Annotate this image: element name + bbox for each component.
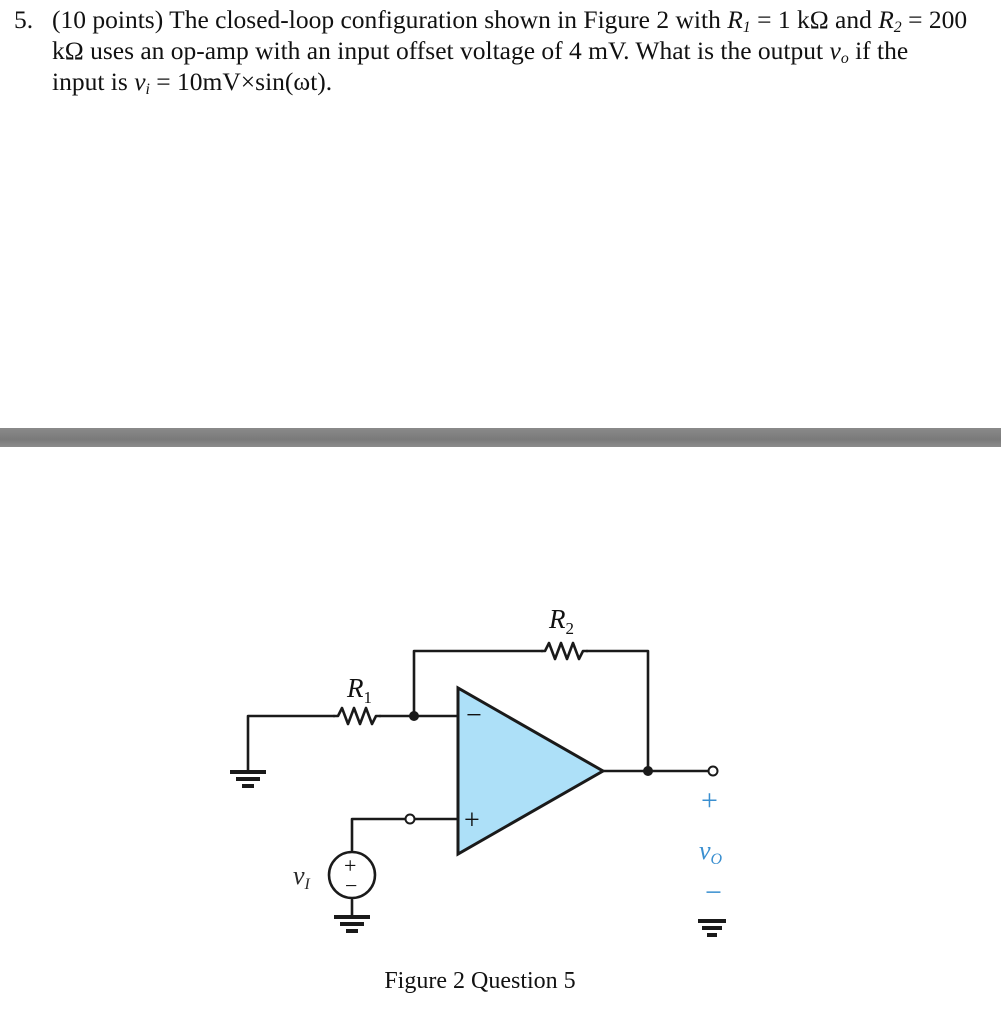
output-minus-sign: −: [705, 876, 722, 909]
opamp-plus-sign: +: [464, 805, 480, 836]
circuit-diagram: [0, 560, 1001, 960]
question-line-3: [14, 66, 994, 97]
page-divider: [0, 428, 1001, 447]
wire-feedback-right: [587, 651, 648, 771]
r1-label: $R_1$: [347, 673, 372, 707]
r2-value: = 200: [901, 5, 968, 34]
question-line-1: [14, 4, 994, 35]
r1-symbol: R: [727, 5, 743, 34]
source-label: vI: [293, 861, 310, 893]
figure-caption: Figure 2 Question 5: [384, 968, 576, 994]
question-line-2: [14, 35, 994, 66]
output-label: vO: [699, 836, 723, 868]
source-minus-sign: −: [345, 873, 358, 898]
vi-symbol: v: [134, 67, 146, 96]
ground-symbol-output: [698, 921, 726, 935]
ground-symbol-source: [334, 917, 370, 931]
r1-resistor: [334, 708, 380, 724]
wire-r1-ground: [248, 716, 334, 771]
question-number: 5.: [14, 5, 34, 34]
r1-subscript: 1: [742, 18, 751, 36]
question-line-2-text: kΩ uses an op-amp with an input offset voltage of 4 mV. What is the output: [52, 36, 830, 65]
terminal-noninverting: [406, 815, 415, 824]
vi-subscript: i: [145, 80, 150, 98]
opamp-minus-sign: −: [466, 700, 482, 731]
vo-subscript: o: [840, 49, 849, 67]
wire-source-top: [352, 819, 408, 850]
source-plus-sign: +: [344, 853, 357, 878]
question-line-3-suffix: = 10mV×sin(ωt).: [149, 67, 333, 96]
output-plus-sign: +: [701, 784, 718, 817]
vo-symbol: v: [829, 36, 841, 65]
r1-value: = 1 kΩ and: [750, 5, 879, 34]
junction-inverting: [409, 711, 419, 721]
ground-symbol-left: [230, 772, 266, 786]
question-text: [14, 4, 994, 97]
terminal-output: [709, 767, 718, 776]
question-line-3-text: input is: [52, 67, 135, 96]
r2-symbol: R: [878, 5, 894, 34]
question-line-1-text: (10 points) The closed-loop configuration shown in Figure 2 with: [52, 5, 728, 34]
r2-label: $R_2$: [549, 604, 574, 638]
question-line-2-suffix: if the: [848, 36, 909, 65]
r2-subscript: 2: [893, 18, 902, 36]
junction-output: [643, 766, 653, 776]
r2-resistor: [542, 643, 587, 659]
